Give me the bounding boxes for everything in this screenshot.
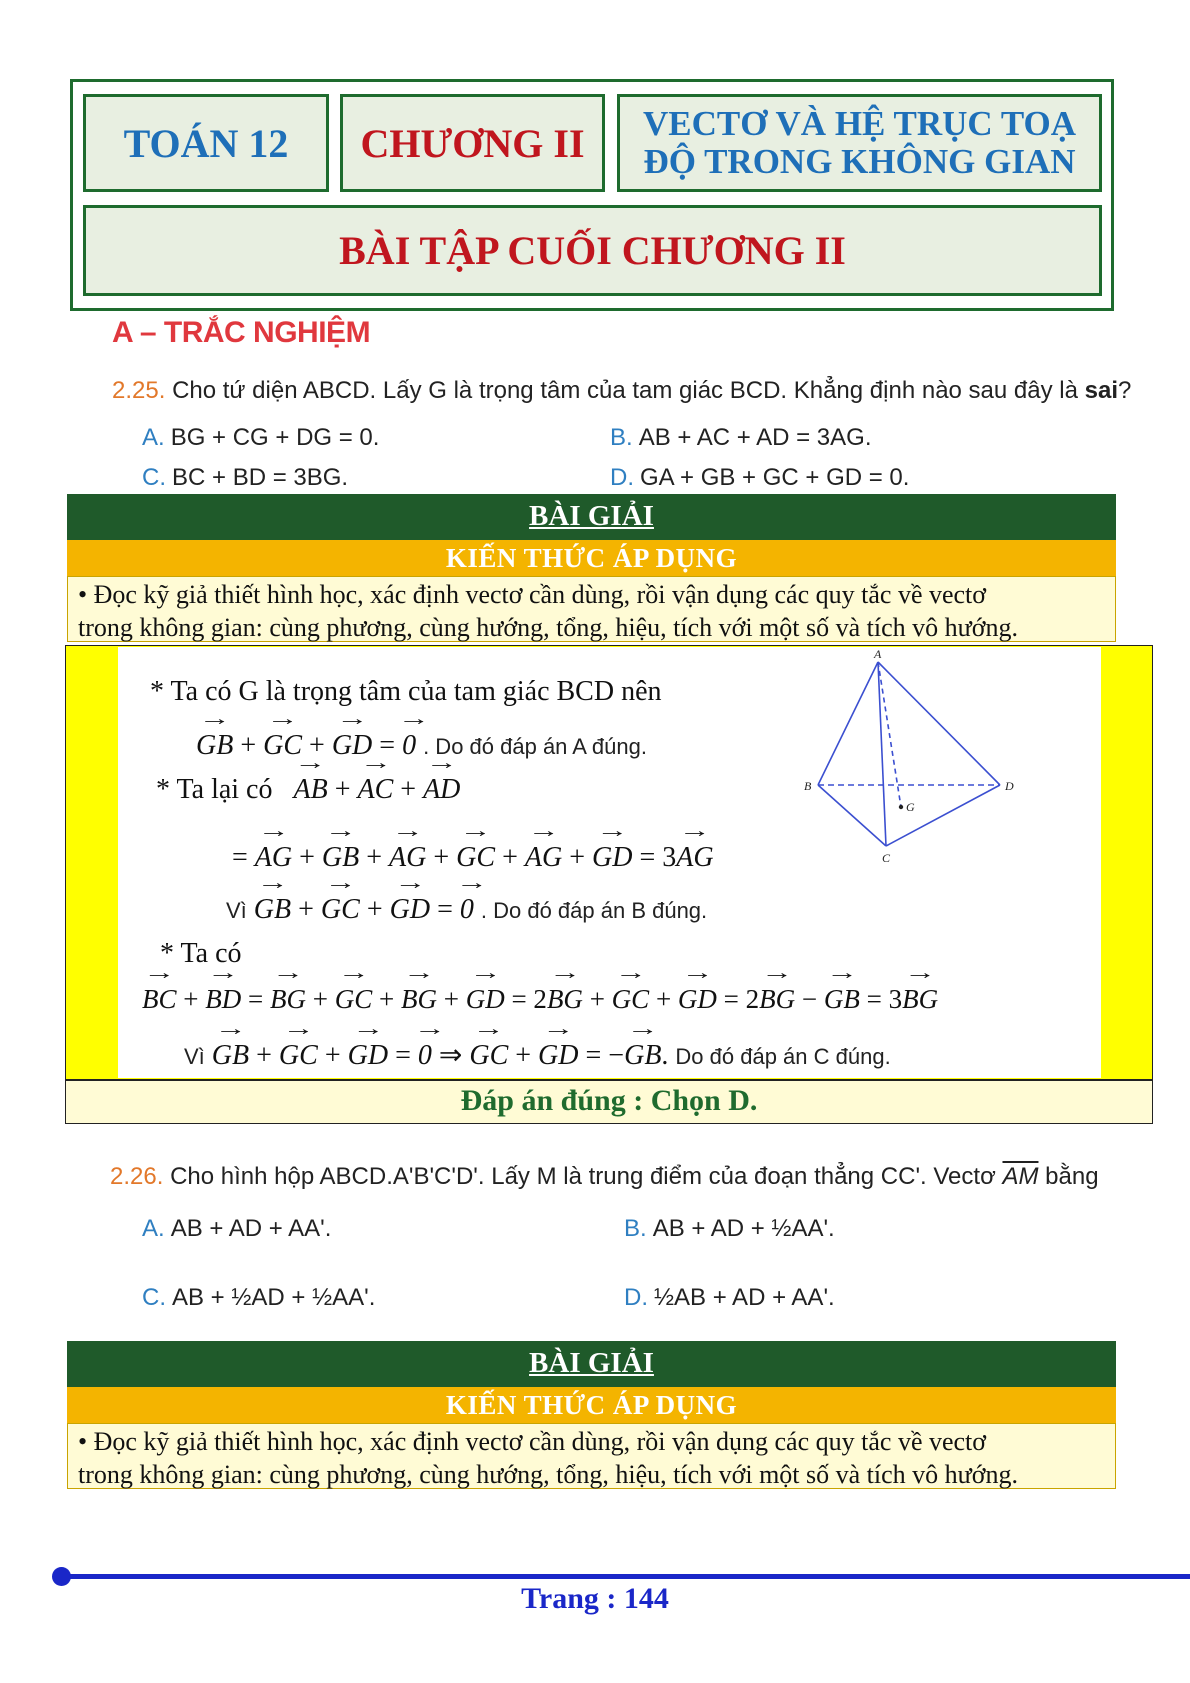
topic-line-1: VECTƠ VÀ HỆ TRỤC TOẠ [642,103,1077,143]
option-label: A. [142,424,165,451]
option-label: A. [142,1215,165,1242]
figure-label-b: B [804,779,812,793]
solution-line-5-tail: . Do đó đáp án B đúng. [480,898,708,923]
page-number: Trang : 144 [521,1582,669,1615]
solution-header: BÀI GIẢI [67,494,1116,540]
figure-label-g: G [906,800,915,814]
solution-line-8-tail: Do đó đáp án C đúng. [675,1044,891,1069]
knowledge-header: KIẾN THỨC ÁP DỤNG [67,540,1116,576]
option-label: D. [610,464,634,491]
option-text: AB + ½AD + ½AA'. [172,1284,376,1311]
option-d [610,464,909,492]
topic-box [617,94,1102,192]
question-emphasis: sai [1084,377,1119,404]
solution-line-5-head: Vì [226,898,247,923]
option-b [610,424,871,452]
solution-line-5: Vì → GB + → GC + → GD = → 0 . Do đó đáp án B đúng. [226,890,707,926]
solution-line-3: * Ta lại có → AB + → AC + → AD [156,770,460,806]
subject-box: TOÁN 12 [83,94,329,192]
solution-line-3-head: * Ta lại có [156,774,273,805]
topic-line-2: ĐỘ TRONG KHÔNG GIAN [643,142,1076,181]
figure-label-d: D [1005,779,1014,793]
solution-line-2: → GB + → GC + → GD = → 0 . Do đó đáp án A đúng. [196,726,647,762]
footer-line [60,1574,1190,1579]
knowledge-line-2: trong không gian: cùng phương, cùng hướng, tổng, hiệu, tích với một số và tích vô hướng. [78,1459,1019,1489]
knowledge-header: KIẾN THỨC ÁP DỤNG [67,1387,1116,1423]
title-box: BÀI TẬP CUỐI CHƯƠNG II [83,205,1102,296]
chapter-box: CHƯƠNG II [340,94,605,192]
tetrahedron-figure [800,650,1030,875]
knowledge-line-1: • Đọc kỹ giả thiết hình học, xác định vectơ cần dùng, rồi vận dụng các quy tắc về vectơ [78,580,987,609]
option-a [142,424,379,452]
option-text: AB + AD + ½AA'. [652,1215,835,1242]
option-text: BC + BD = 3BG. [172,464,349,491]
solution-header: BÀI GIẢI [67,1341,1116,1387]
option-a [142,1215,331,1243]
knowledge-line-1: • Đọc kỹ giả thiết hình học, xác định vectơ cần dùng, rồi vận dụng các quy tắc về vectơ [78,1427,987,1456]
option-label: C. [142,1284,166,1311]
solution-line-8-head: Vì [184,1044,205,1069]
solution-line-6: * Ta có [160,938,242,969]
figure-label-a: A [874,650,882,661]
option-text: BG + CG + DG = 0. [170,424,380,451]
solution-line-2-tail: . Do đó đáp án A đúng. [423,734,647,759]
solution-line-1: * Ta có G là trọng tâm của tam giác BCD nên [150,676,662,707]
option-text: ½AB + AD + AA'. [654,1284,835,1311]
question-vector: $\overline{AM}$ [1002,1163,1039,1190]
solution-line-7: → BC + → BD = → BG + → GC + → BG + → GD = 2→ BG + → GC + → GD = 2→ BG − → GB = 3→ BG [142,980,938,1015]
answer-bar: Đáp án đúng : Chọn D. [65,1080,1153,1124]
option-label: B. [610,424,633,451]
option-text: GA + GB + GC + GD = 0. [640,464,910,491]
option-c [142,464,348,492]
section-heading: A – TRẮC NGHIỆM [112,316,371,349]
question-text: Cho hình hộp ABCD.A'B'C'D'. Lấy M là trung điểm của đoạn thẳng CC'. Vectơ [170,1163,996,1190]
option-label: B. [624,1215,647,1242]
option-text: AB + AC + AD = 3AG. [638,424,872,451]
solution-line-4: = → AG + → GB + → AG + → GC + → AG + → GD = 3→ AG [232,838,714,874]
question-number: 2.26. [110,1163,164,1190]
option-c [142,1284,375,1312]
knowledge-box [67,1423,1116,1489]
question-text: Cho tứ diện ABCD. Lấy G là trọng tâm của tam giác BCD. Khẳng định nào sau đây là [172,377,1078,404]
question-end: bằng [1045,1163,1099,1190]
question-end: ? [1118,377,1132,404]
knowledge-line-2: trong không gian: cùng phương, cùng hướng, tổng, hiệu, tích với một số và tích vô hướng. [78,612,1019,642]
solution-line-8: Vì → GB + → GC + → GD = → 0 ⇒ → GC + → GD = −→ GB. Do đó đáp án C đúng. [184,1036,891,1072]
option-label: D. [624,1284,648,1311]
option-text: AB + AD + AA'. [170,1215,332,1242]
figure-label-c: C [882,851,891,865]
knowledge-box [67,576,1116,642]
option-b [624,1215,835,1243]
option-label: C. [142,464,166,491]
question-number: 2.25. [112,377,166,404]
question-225 [112,377,1131,405]
option-d [624,1284,835,1312]
question-226 [110,1163,1099,1191]
